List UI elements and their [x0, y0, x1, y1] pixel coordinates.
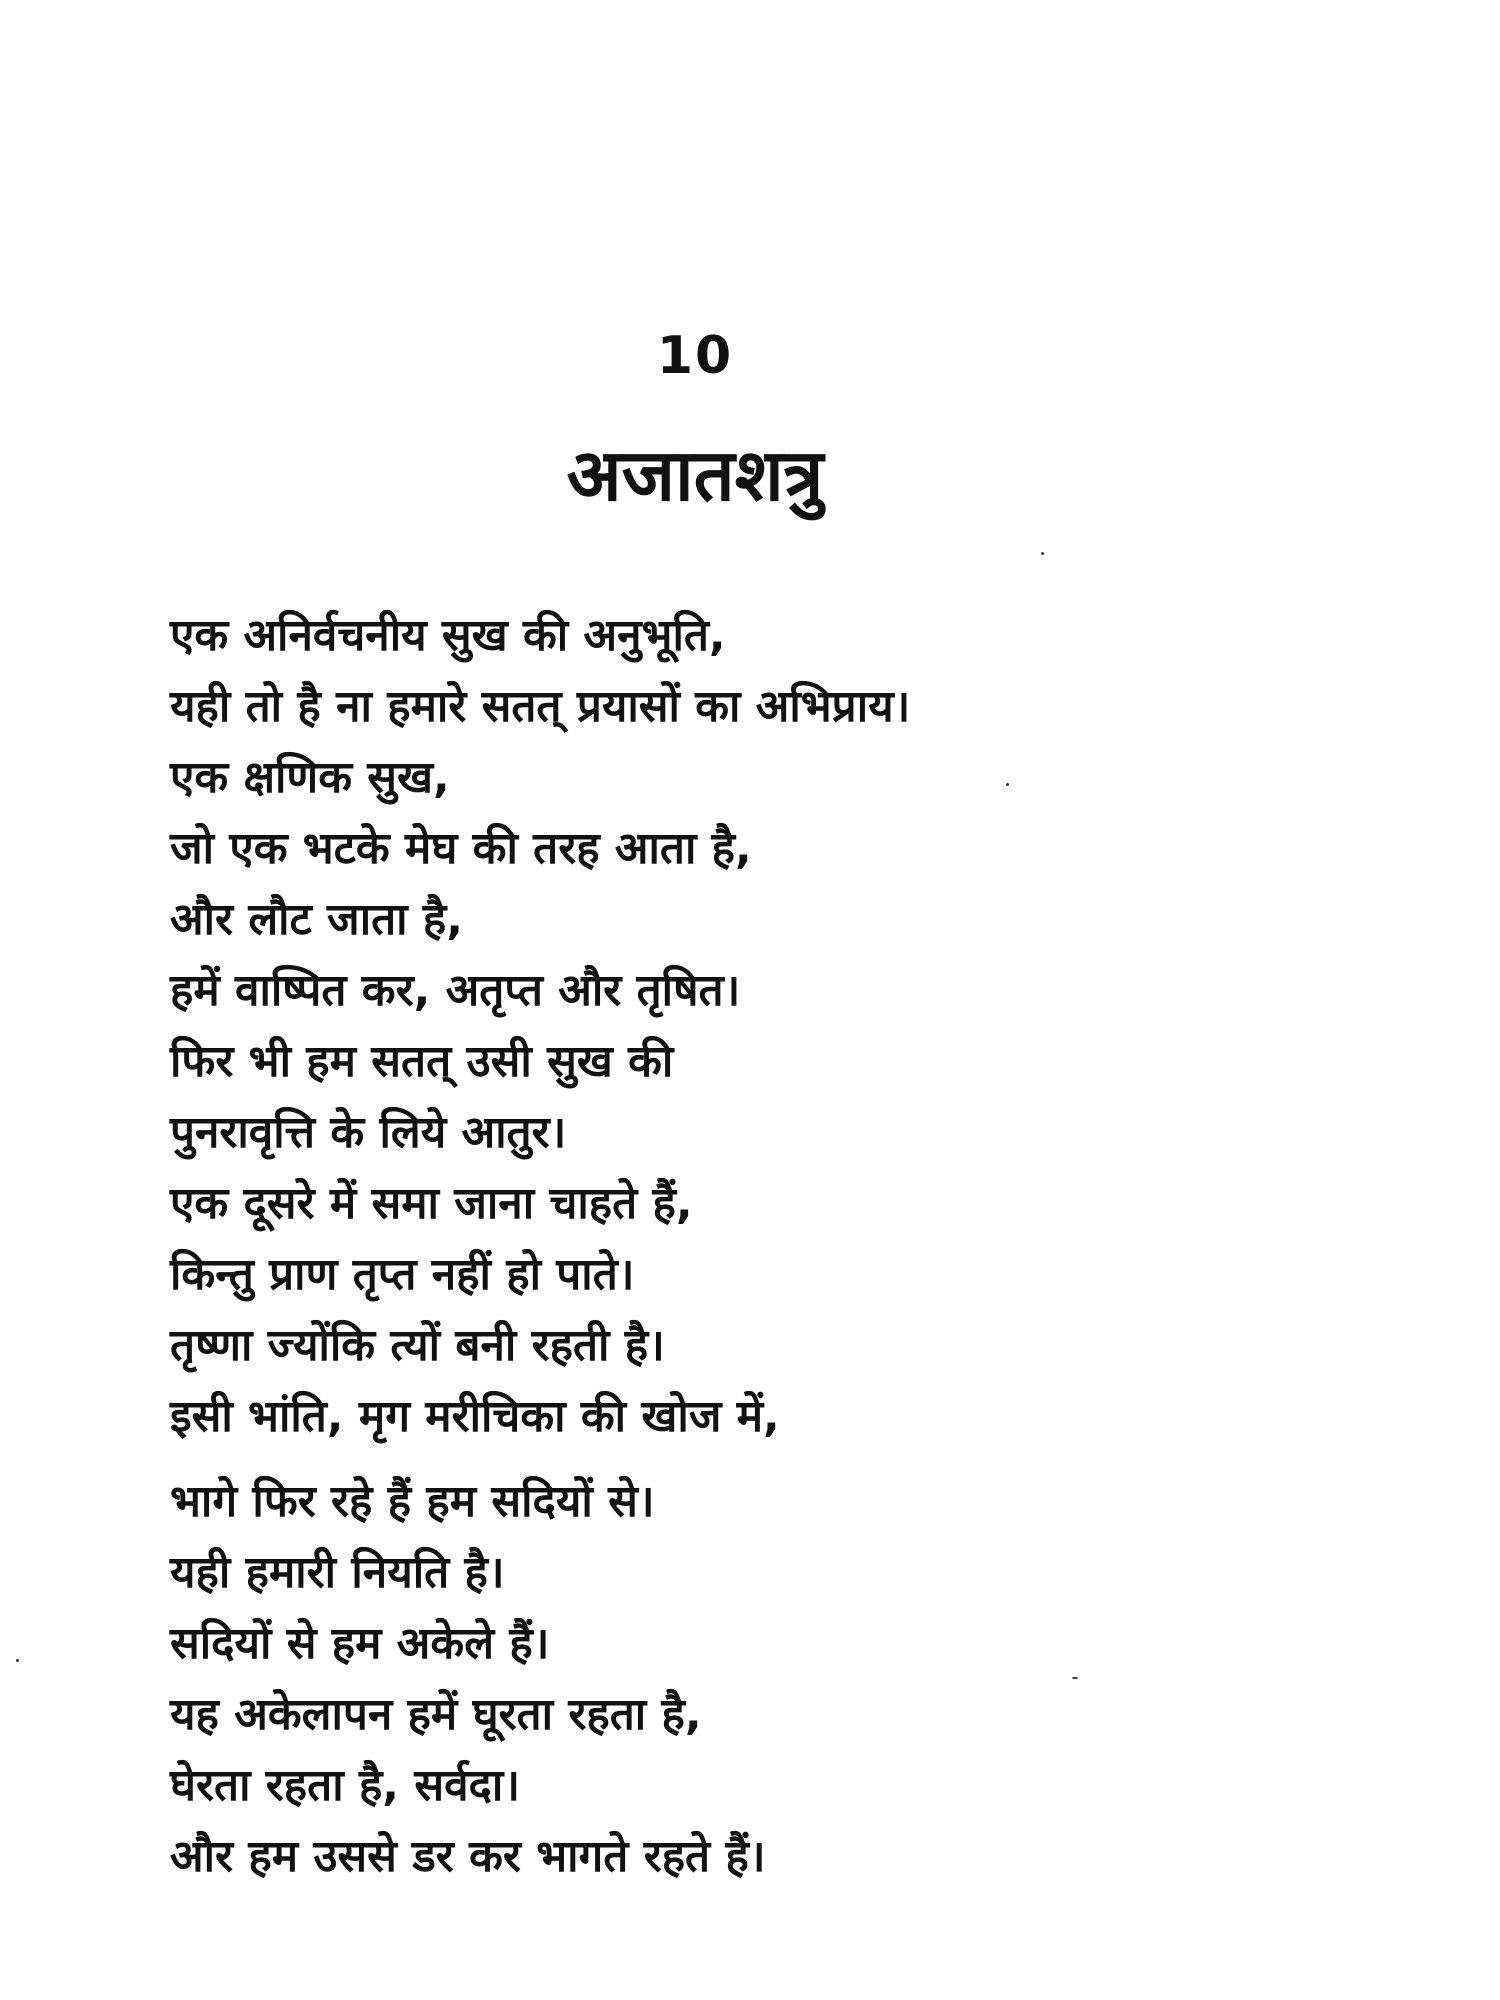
poem-line-8: पुनरावृत्ति के लिये आतुर।	[170, 1107, 567, 1158]
poem-line-12: इसी भांति, मृग मरीचिका की खोज में,	[170, 1391, 780, 1442]
scan-speck	[1041, 552, 1044, 555]
poem-line-7: फिर भी हम सतत् उसी सुख की	[170, 1036, 674, 1087]
poem-line-11: तृष्णा ज्योंकि त्यों बनी रहती है।	[170, 1320, 665, 1371]
poem-line-14: यही हमारी नियति है।	[170, 1547, 505, 1598]
poem-line-4: जो एक भटके मेघ की तरह आता है,	[170, 823, 752, 874]
poem-line-6: हमें वाष्पित कर, अतृप्त और तृषित।	[170, 965, 741, 1016]
poem-line-10: किन्तु प्राण तृप्त नहीं हो पाते।	[170, 1249, 635, 1300]
scan-speck	[1072, 1677, 1078, 1679]
poem-line-15: सदियों से हम अकेले हैं।	[170, 1618, 550, 1669]
chapter-number: 10	[656, 326, 734, 386]
poem-line-13: भागे फिर रहे हैं हम सदियों से।	[170, 1476, 655, 1527]
poem-line-3: एक क्षणिक सुख,	[170, 752, 450, 803]
chapter-title: अजातशत्रु	[566, 433, 824, 517]
poem-line-2: यही तो है ना हमारे सतत् प्रयासों का अभिप्राय।	[170, 681, 911, 732]
poem-line-18: और हम उससे डर कर भागते रहते हैं।	[170, 1831, 766, 1882]
poem-line-9: एक दूसरे में समा जाना चाहते हैं,	[170, 1178, 693, 1229]
poem-line-1: एक अनिर्वचनीय सुख की अनुभूति,	[170, 610, 726, 661]
poem-line-16: यह अकेलापन हमें घूरता रहता है,	[170, 1689, 702, 1740]
poem-line-5: और लौट जाता है,	[170, 894, 463, 945]
poem-line-17: घेरता रहता है, सर्वदा।	[170, 1760, 520, 1811]
scan-speck	[1006, 783, 1009, 786]
scan-speck	[16, 1659, 19, 1662]
poem-body	[170, 600, 1370, 1892]
